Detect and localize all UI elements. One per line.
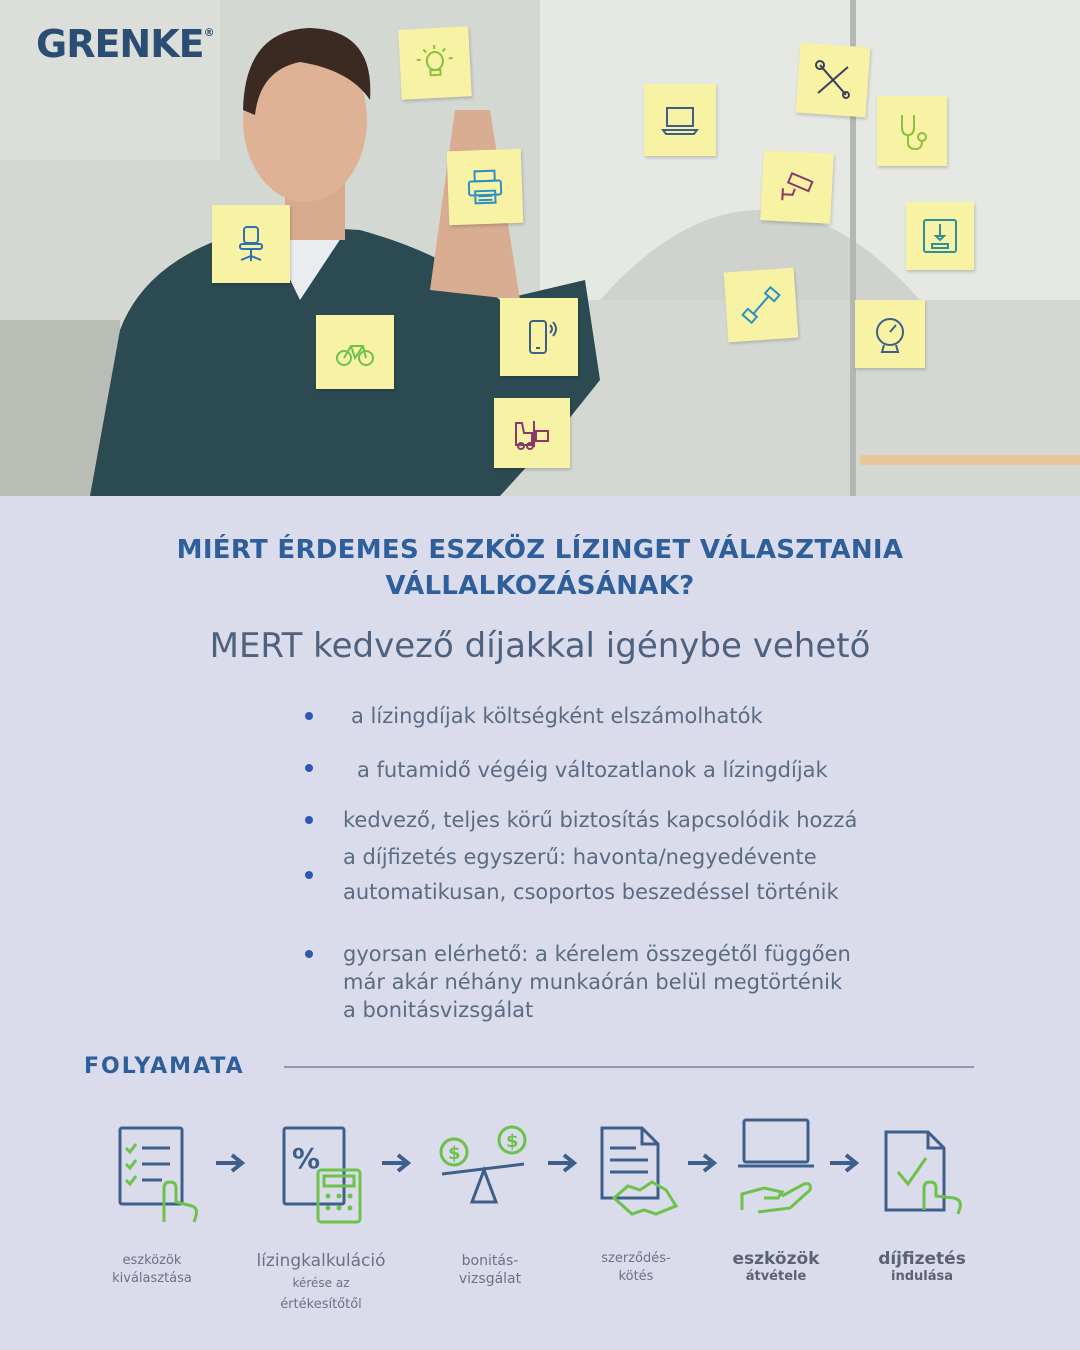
arrow-right-icon bbox=[380, 1152, 414, 1174]
calculator-document-icon bbox=[276, 1118, 366, 1228]
arrow-right-icon bbox=[546, 1152, 580, 1174]
bullet-dot-icon bbox=[305, 871, 313, 879]
svg-text:%: % bbox=[292, 1142, 321, 1175]
step-label-credit-check: bonitás- vizsgálat bbox=[458, 1253, 522, 1287]
tools-icon bbox=[796, 43, 871, 118]
svg-text:$: $ bbox=[448, 1143, 461, 1164]
checklist-hand-icon bbox=[112, 1118, 202, 1228]
step-label-handover: eszközök átvétele bbox=[732, 1249, 820, 1284]
scale-coins-icon bbox=[436, 1118, 532, 1228]
divider bbox=[284, 1066, 974, 1068]
bullet-dot-icon bbox=[305, 816, 313, 824]
lightbulb-icon bbox=[398, 26, 472, 100]
gauge-icon bbox=[855, 300, 925, 368]
step-label-select: eszközök kiválasztása bbox=[112, 1253, 192, 1286]
document-check-hand-icon bbox=[880, 1118, 970, 1228]
bullet-dot-icon bbox=[305, 950, 313, 958]
forklift-icon bbox=[494, 398, 570, 468]
arrow-right-icon bbox=[686, 1152, 720, 1174]
step-label-payment-start: díjfizetés indulása bbox=[878, 1249, 966, 1284]
laptop-icon bbox=[644, 84, 716, 156]
step-label-contract: szerződés- kötés bbox=[601, 1251, 671, 1284]
office-chair-icon bbox=[212, 205, 290, 283]
security-camera-icon bbox=[760, 150, 834, 224]
arrow-right-icon bbox=[214, 1152, 248, 1174]
svg-text:$: $ bbox=[506, 1131, 519, 1152]
process-title: FOLYAMATA bbox=[84, 1054, 245, 1079]
subheading: MERT kedvező díjakkal igénybe vehető bbox=[209, 626, 871, 666]
3d-printer-icon bbox=[906, 202, 974, 270]
printer-icon bbox=[447, 149, 524, 226]
bicycle-icon bbox=[316, 315, 394, 389]
bullet-dot-icon bbox=[305, 764, 313, 772]
bullet-dot-icon bbox=[305, 712, 313, 720]
main-heading: MIÉRT ÉRDEMES ESZKÖZ LÍZINGET VÁLASZTANIA VÁLLALKOZÁSÁNAK? bbox=[176, 535, 904, 601]
dumbbell-icon bbox=[724, 268, 799, 343]
stethoscope-icon bbox=[877, 96, 947, 166]
laptop-hand-icon bbox=[734, 1118, 818, 1228]
step-label-calculation: lízingkalkuláció kérése az értékesítőtől bbox=[256, 1251, 386, 1312]
smartphone-icon bbox=[500, 298, 578, 376]
hero-image bbox=[0, 0, 1080, 496]
grenke-logo: GRENKE® bbox=[36, 22, 214, 66]
contract-handshake-icon bbox=[596, 1118, 686, 1228]
arrow-right-icon bbox=[828, 1152, 862, 1174]
